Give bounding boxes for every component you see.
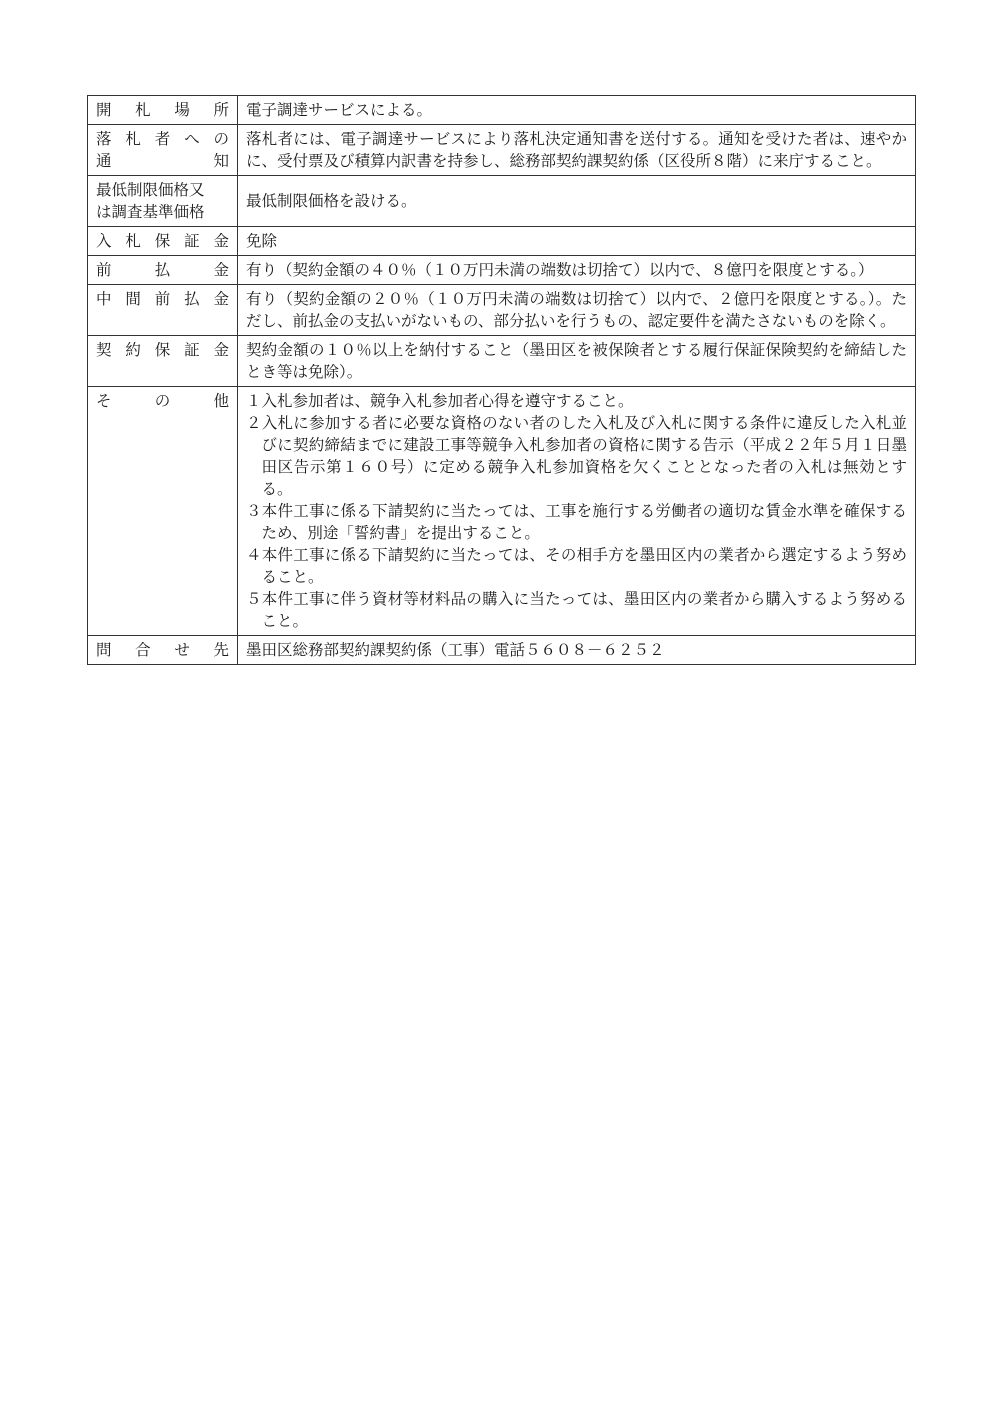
row-label: 契約保証金 bbox=[88, 336, 238, 387]
row-value: 免除 bbox=[238, 227, 916, 256]
row-value: 墨田区総務部契約課契約係（工事）電話５６０８－６２５２ bbox=[238, 636, 916, 665]
table-row-other bbox=[88, 387, 916, 636]
table-row-bid-bond bbox=[88, 227, 916, 256]
table-row-contact bbox=[88, 636, 916, 665]
row-label: 問合せ先 bbox=[88, 636, 238, 665]
row-value: 契約金額の１０％以上を納付すること（墨田区を被保険者とする履行保証保険契約を締結したとき等は免除）。 bbox=[238, 336, 916, 387]
table-row-winner-notice bbox=[88, 125, 916, 176]
row-label: 最低制限価格又 は調査基準価格 bbox=[88, 176, 238, 227]
table-row-minimum-price bbox=[88, 176, 916, 227]
row-label: そ の 他 bbox=[88, 387, 238, 636]
list-item: ５本件工事に伴う資材等材料品の購入に当たっては、墨田区内の業者から購入するよう努めること。 bbox=[246, 590, 907, 630]
table-row-opening-place bbox=[88, 96, 916, 125]
row-value: 電子調達サービスによる。 bbox=[238, 96, 916, 125]
row-label: 開札場所 bbox=[88, 96, 238, 125]
list-item: ３本件工事に係る下請契約に当たっては、工事を施行する労働者の適切な賃金水準を確保するため、別途「誓約書」を提出すること。 bbox=[246, 502, 907, 542]
list-item: ４本件工事に係る下請契約に当たっては、その相手方を墨田区内の業者から選定するよう努めること。 bbox=[246, 546, 907, 586]
row-label: 入札保証金 bbox=[88, 227, 238, 256]
row-value: 有り（契約金額の２０％（１０万円未満の端数は切捨て）以内で、２億円を限度とする。）。ただし、前払金の支払いがないもの、部分払いを行うもの、認定要件を満たさないものを除く。 bbox=[238, 285, 916, 336]
list-item: ２入札に参加する者に必要な資格のない者のした入札及び入札に関する条件に違反した入札並びに契約締結までに建設工事等競争入札参加者の資格に関する告示（平成２２年５月１日墨田区告示第１６０号）に定める競争入札参加資格を欠くこととなった者の入札は無効とする。 bbox=[246, 414, 907, 498]
table-row-contract-bond bbox=[88, 336, 916, 387]
notice-table bbox=[87, 95, 916, 665]
table-row-advance-payment bbox=[88, 256, 916, 285]
other-items-list bbox=[246, 390, 907, 632]
row-label: 中間前払金 bbox=[88, 285, 238, 336]
row-label: 前 払 金 bbox=[88, 256, 238, 285]
list-item: １入札参加者は、競争入札参加者心得を遵守すること。 bbox=[246, 392, 634, 410]
row-label: 落札者への 通 知 bbox=[88, 125, 238, 176]
row-value: 有り（契約金額の４０％（１０万円未満の端数は切捨て）以内で、８億円を限度とする。） bbox=[238, 256, 916, 285]
row-value bbox=[238, 387, 916, 636]
table-row-interim-advance bbox=[88, 285, 916, 336]
row-value: 最低制限価格を設ける。 bbox=[238, 176, 916, 227]
row-value: 落札者には、電子調達サービスにより落札決定通知書を送付する。通知を受けた者は、速やかに、受付票及び積算内訳書を持参し、総務部契約課契約係（区役所８階）に来庁すること。 bbox=[238, 125, 916, 176]
